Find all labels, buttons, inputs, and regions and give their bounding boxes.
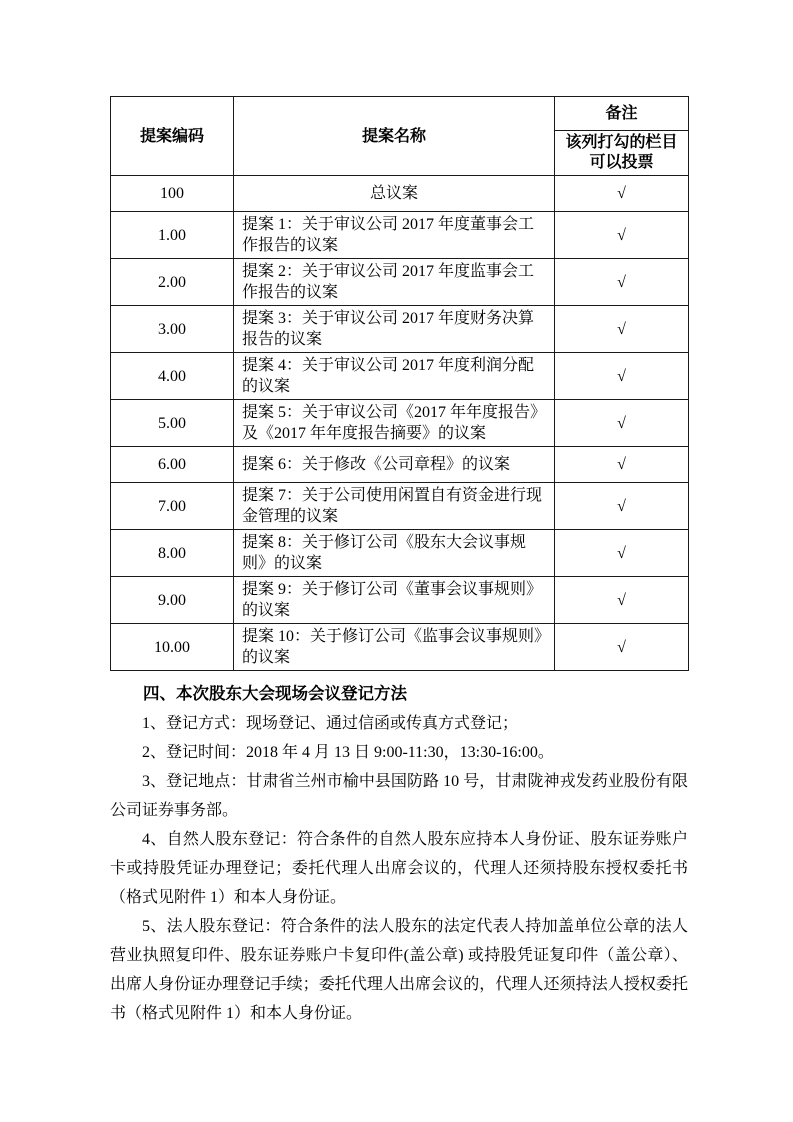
vote-check-cell: [555, 212, 689, 259]
table-row: [111, 212, 689, 259]
paragraph: 5、法人股东登记：符合条件的法人股东的法定代表人持加盖单位公章的法人营业执照复印件、股东证券账户卡复印件(盖公章) 或持股凭证复印件（盖公章）、出席人身份证办理登记手续；委托代理人出席会议的，代理人还须持法人授权委托书（格式见附件 1）和本人身份证。: [110, 918, 688, 1022]
registration-section: [110, 680, 688, 1028]
proposal-code-cell: 2.00: [111, 259, 234, 306]
table-row: [111, 530, 689, 577]
col-header-code: 提案编码: [111, 97, 234, 176]
table-row: [111, 577, 689, 624]
check-mark: √: [617, 226, 626, 244]
proposal-name-cell: 提案 3：关于审议公司 2017 年度财务决算报告的议案: [234, 306, 555, 353]
table-row: [111, 353, 689, 400]
col-header-remark: 备注: [555, 97, 689, 131]
table-row: [111, 483, 689, 530]
check-mark: √: [617, 185, 626, 202]
proposal-table-header: [111, 97, 689, 176]
proposal-name-cell: 提案 2：关于审议公司 2017 年度监事会工作报告的议案: [234, 259, 555, 306]
vote-check-cell: [555, 530, 689, 577]
paragraph: 3、登记地点：甘肃省兰州市榆中县国防路 10 号，甘肃陇神戎发药业股份有限公司证券事务部。: [110, 773, 688, 819]
proposal-name-cell: 提案 4：关于审议公司 2017 年度利润分配的议案: [234, 353, 555, 400]
vote-check-cell: [555, 447, 689, 483]
check-mark: √: [617, 273, 626, 291]
proposal-code-cell: 3.00: [111, 306, 234, 353]
vote-check-cell: [555, 306, 689, 353]
proposal-code-cell: 8.00: [111, 530, 234, 577]
vote-check-cell: [555, 577, 689, 624]
check-mark: √: [617, 456, 626, 473]
table-row: [111, 306, 689, 353]
vote-check-cell: [555, 259, 689, 306]
proposal-code-cell: 9.00: [111, 577, 234, 624]
proposal-code-cell: 10.00: [111, 624, 234, 671]
check-mark: √: [617, 591, 626, 609]
table-row: [111, 447, 689, 483]
vote-check-cell: [555, 176, 689, 212]
paragraph: 2、登记时间：2018 年 4 月 13 日 9:00-11:30，13:30-16:00。: [142, 744, 554, 761]
section-paragraphs: [110, 709, 688, 1028]
vote-check-cell: [555, 483, 689, 530]
proposal-table-body: [111, 176, 689, 671]
check-mark: √: [617, 638, 626, 656]
proposal-name-cell: 提案 6：关于修改《公司章程》的议案: [234, 447, 555, 483]
table-row: [111, 259, 689, 306]
vote-check-cell: [555, 624, 689, 671]
table-row: [111, 176, 689, 212]
proposal-name-cell: 提案 10：关于修订公司《监事会议事规则》的议案: [234, 624, 555, 671]
proposal-code-cell: 5.00: [111, 400, 234, 447]
proposal-name-cell: 总议案: [234, 176, 555, 212]
proposal-code-cell: 100: [111, 176, 234, 212]
proposal-name-cell: 提案 5：关于审议公司《2017 年年度报告》及《2017 年年度报告摘要》的议案: [234, 400, 555, 447]
vote-check-cell: [555, 353, 689, 400]
proposal-name-cell: 提案 8：关于修订公司《股东大会议事规则》的议案: [234, 530, 555, 577]
paragraph: 4、自然人股东登记：符合条件的自然人股东应持本人身份证、股东证券账户卡或持股凭证办理登记；委托代理人出席会议的，代理人还须持股东授权委托书（格式见附件 1）和本人身份证。: [110, 831, 688, 906]
proposal-name-cell: 提案 7：关于公司使用闲置自有资金进行现金管理的议案: [234, 483, 555, 530]
col-header-name: 提案名称: [234, 97, 555, 176]
header-row-1: [111, 97, 689, 131]
proposal-code-cell: 4.00: [111, 353, 234, 400]
proposal-code-cell: 7.00: [111, 483, 234, 530]
paragraph: 1、登记方式：现场登记、通过信函或传真方式登记；: [142, 715, 519, 732]
table-row: [111, 624, 689, 671]
check-mark: √: [617, 367, 626, 385]
table-row: [111, 400, 689, 447]
check-mark: √: [617, 320, 626, 338]
col-header-remark-sub: 该列打勾的栏目可以投票: [555, 131, 689, 176]
proposal-table: [110, 96, 689, 671]
check-mark: √: [617, 497, 626, 515]
proposal-code-cell: 6.00: [111, 447, 234, 483]
proposal-name-cell: 提案 1：关于审议公司 2017 年度董事会工作报告的议案: [234, 212, 555, 259]
proposal-code-cell: 1.00: [111, 212, 234, 259]
check-mark: √: [617, 414, 626, 432]
proposal-name-cell: 提案 9：关于修订公司《董事会议事规则》的议案: [234, 577, 555, 624]
check-mark: √: [617, 544, 626, 562]
vote-check-cell: [555, 400, 689, 447]
section-heading: 四、本次股东大会现场会议登记方法: [143, 685, 407, 703]
document-content: [110, 96, 688, 1028]
